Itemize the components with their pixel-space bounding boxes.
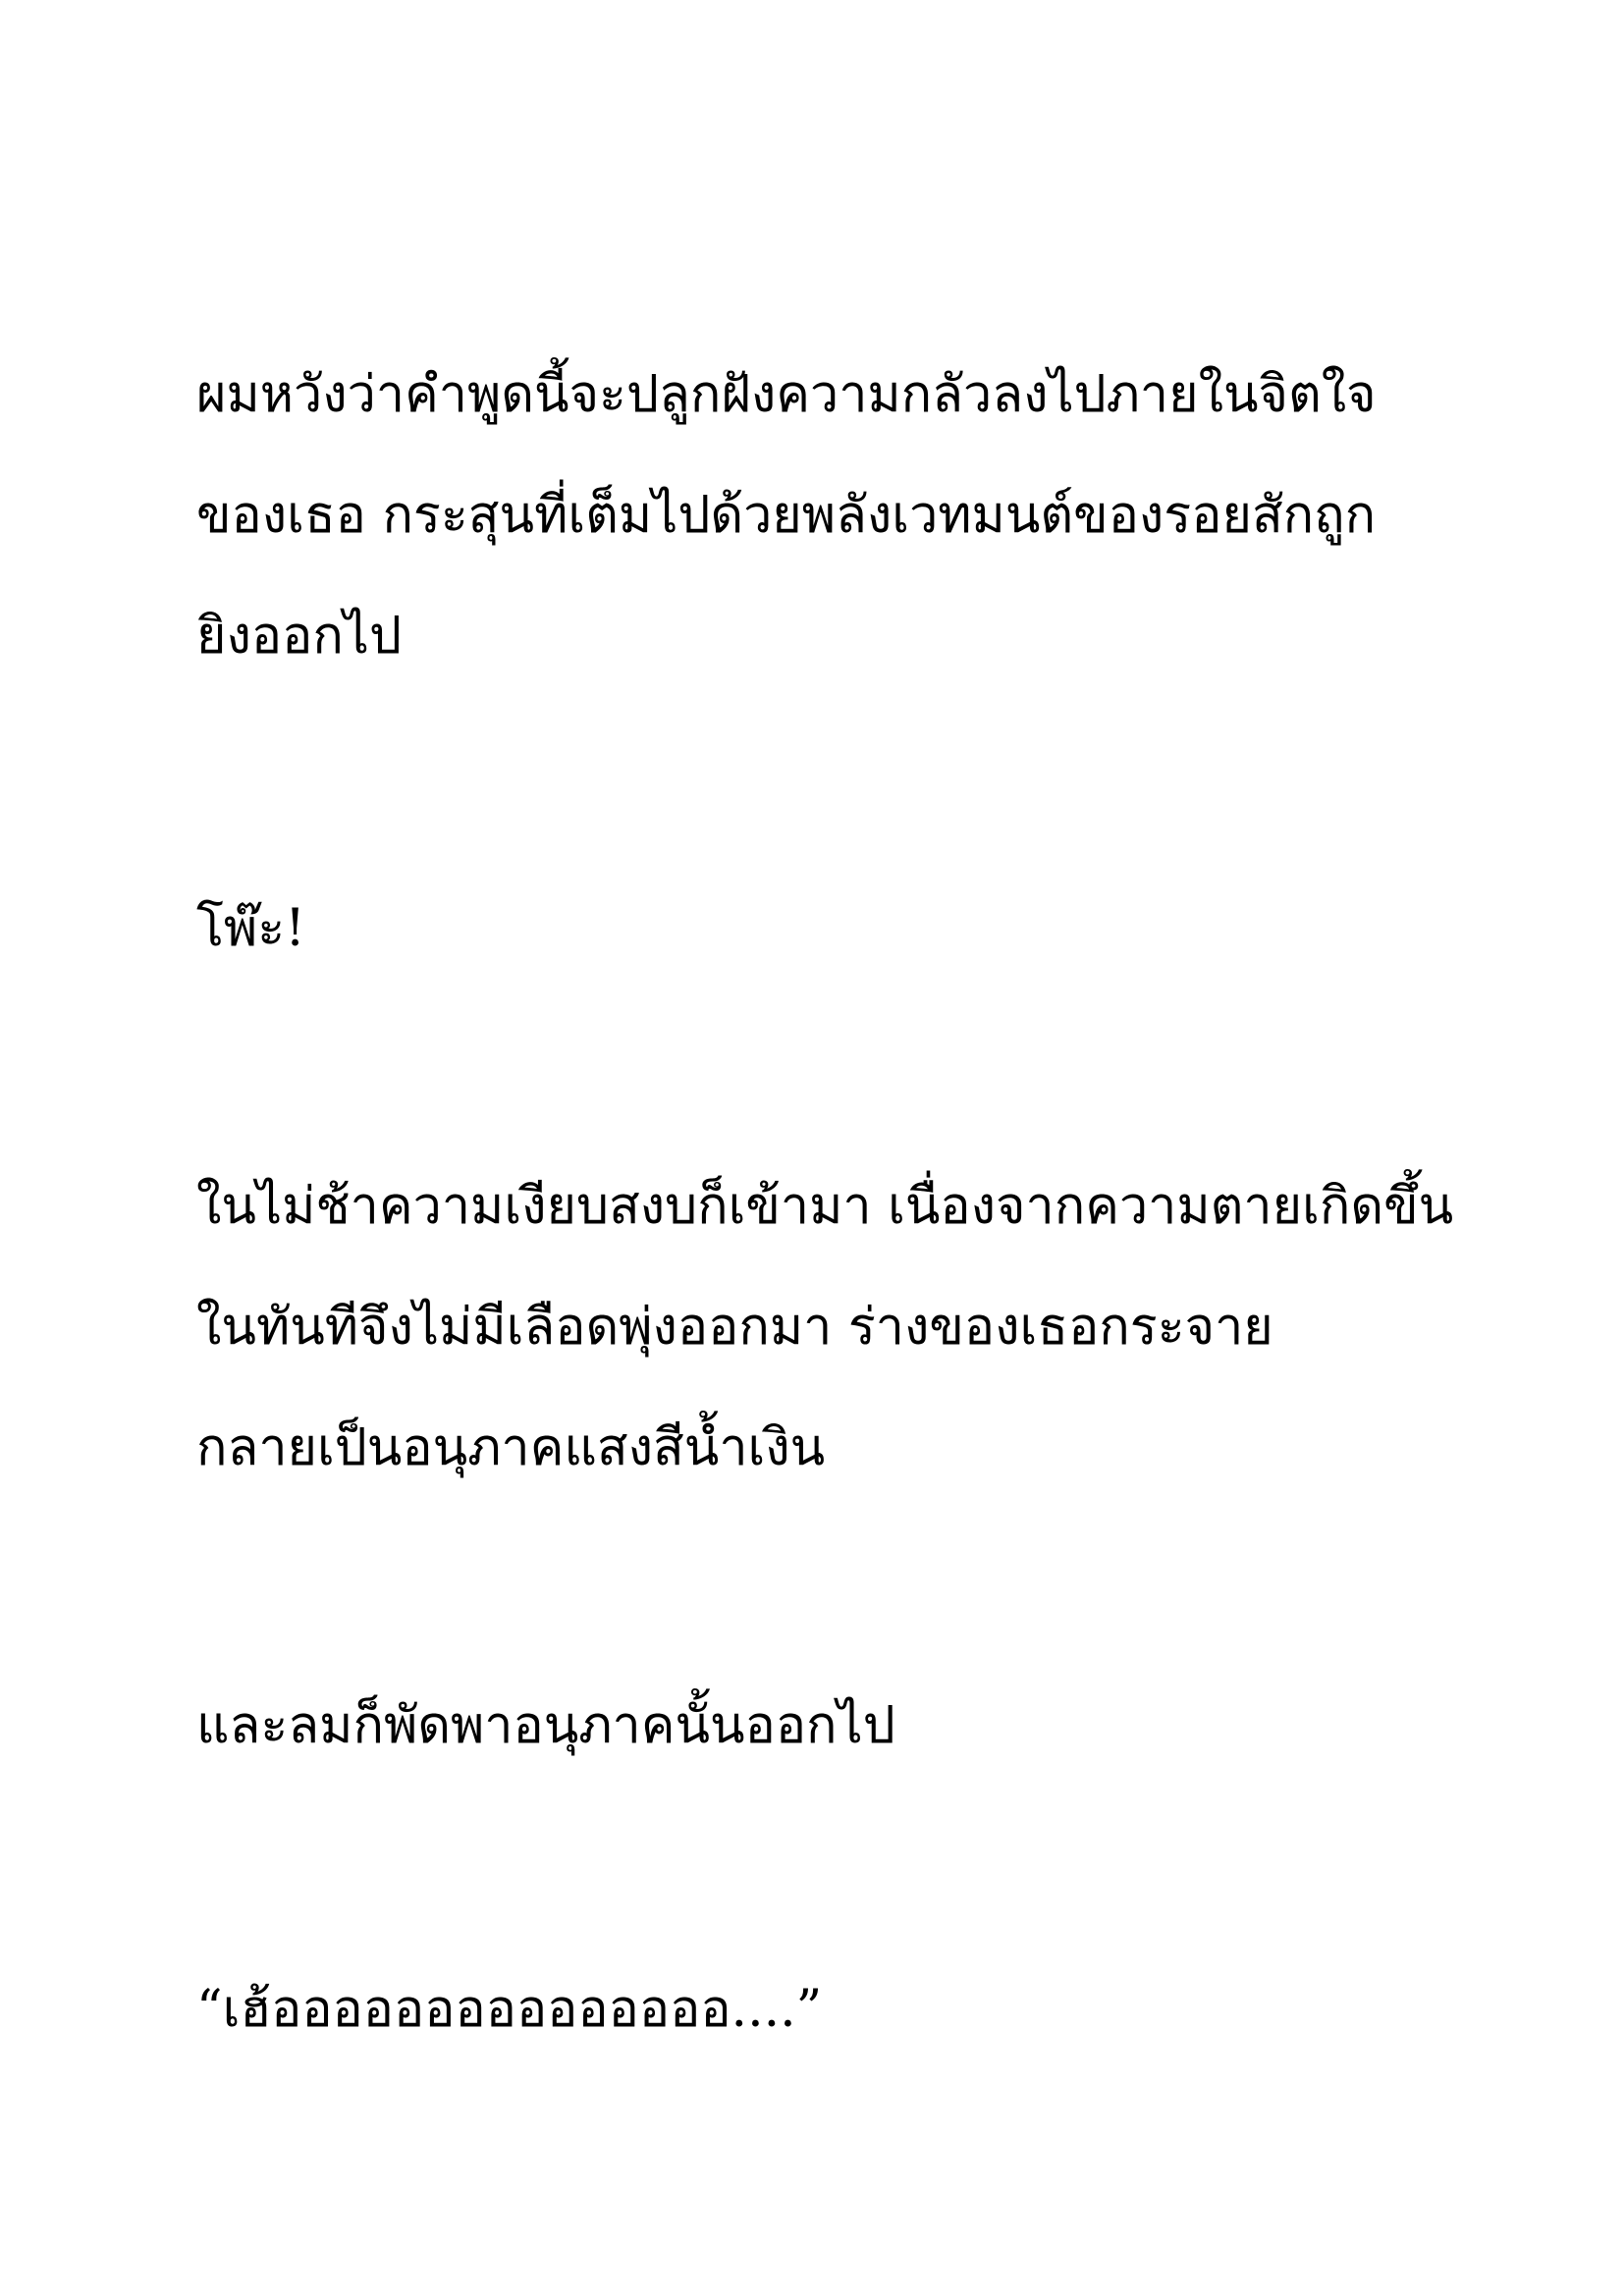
paragraph-1-line-1: ผมหวังว่าคำพูดนี้จะปลูกฝังความกลัวลงไปภายในจิตใจ: [196, 365, 1377, 424]
paragraph-1-line-2: ของเธอ กระสุนที่เต็มไปด้วยพลังเวทมนต์ของรอยสักถูก: [196, 486, 1377, 545]
paragraph-3-line-1: ในไม่ช้าความเงียบสงบก็เข้ามา เนื่องจากความตายเกิดขึ้น: [196, 1177, 1454, 1236]
paragraph-5-line-1: “เฮ้อออออออออออออออ....”: [196, 1980, 823, 2039]
paragraph-3-line-2: ในทันทีจึงไม่มีเลือดพุ่งออกมา ร่างของเธอกระจาย: [196, 1298, 1273, 1357]
paragraph-1-line-3: ยิงออกไป: [196, 607, 402, 666]
paragraph-4-line-1: และลมก็พัดพาอนุภาคนั้นออกไป: [196, 1696, 895, 1755]
paragraph-3-line-3: กลายเป็นอนุภาคแสงสีน้ำเงิน: [196, 1418, 826, 1477]
paragraph-2-line-1: โพ๊ะ!: [196, 899, 306, 958]
